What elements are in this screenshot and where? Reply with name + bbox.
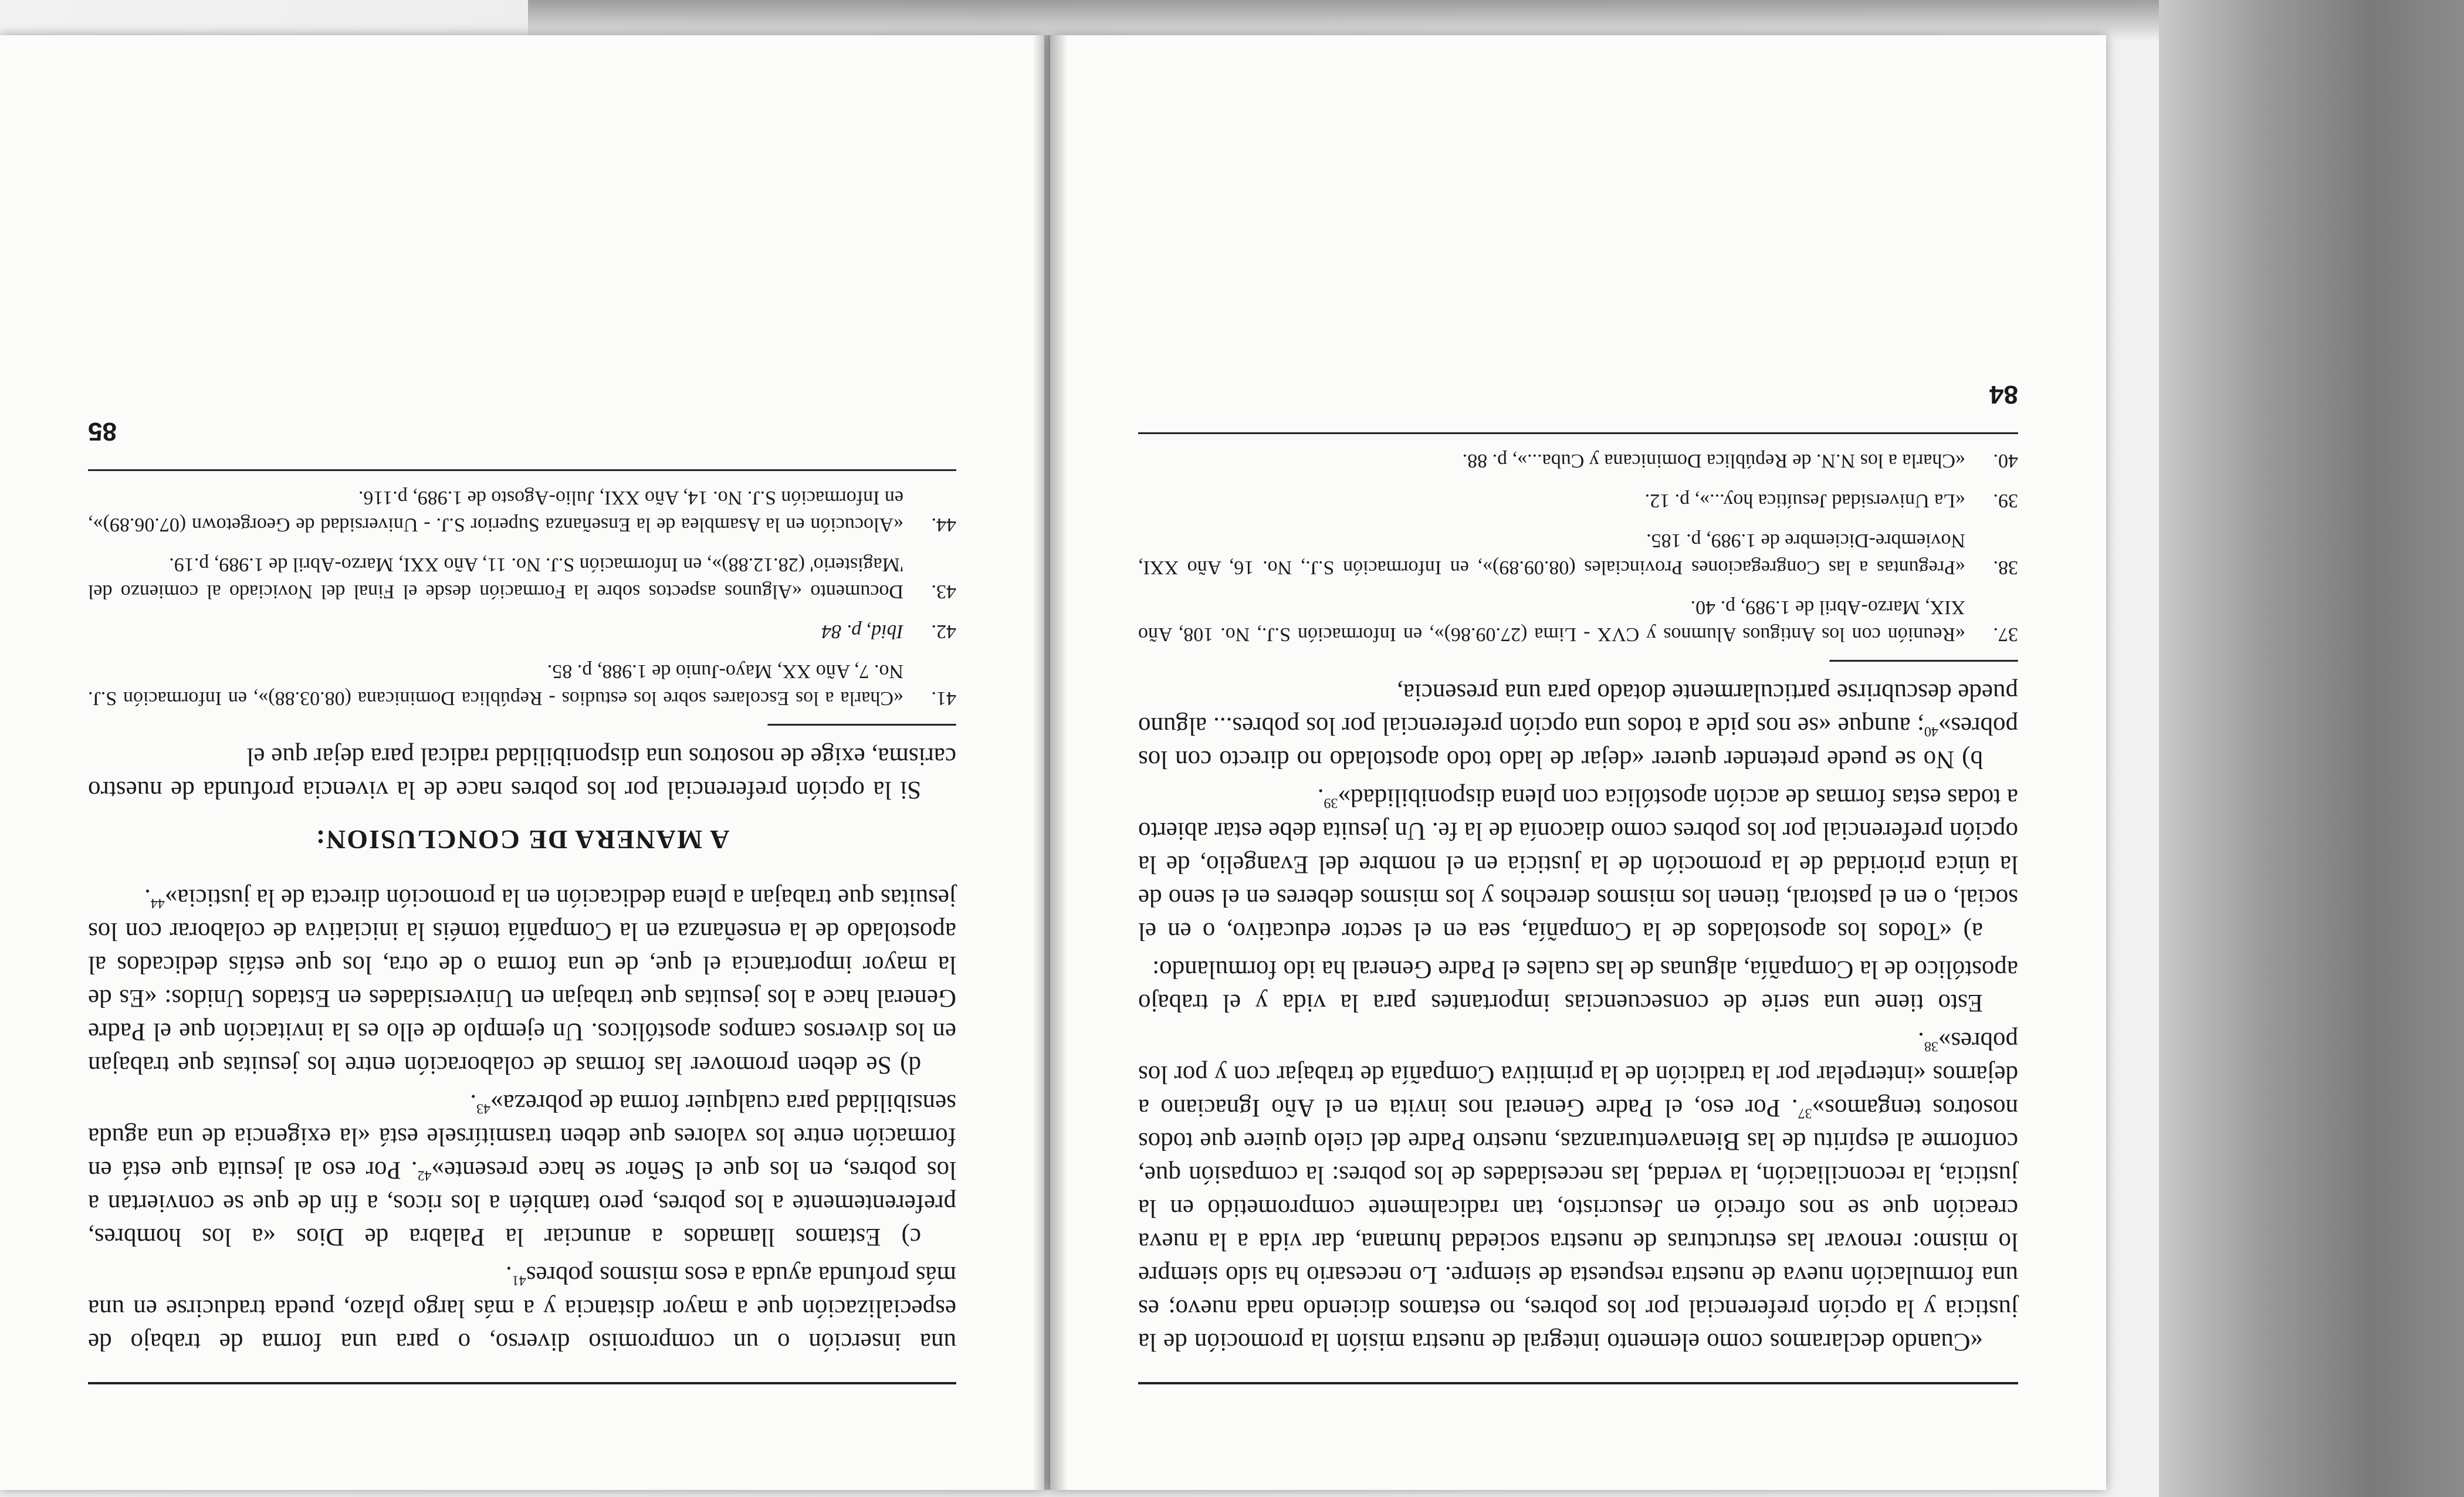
footer-rule: [88, 469, 956, 471]
footnote: 38. «Preguntas a las Congregaciones Provinciales (08.09.89)», en Información S.J., No. 16, Año XXI, Noviembre-Diciembre de 1.989, p. 185.: [1138, 530, 2018, 578]
footnote: 43. Documento «Algunos aspectos sobre la Formación desde el Final del Noviciado al comienzo del 'Magisterio' (28.12.88)», en Información S.J. No. 11, Año XXI, Marzo-Abril de 1.989, p.19.: [88, 554, 956, 602]
footnote-separator: [767, 723, 956, 726]
item-d-paragraph: d) Se deben promover las formas de colaboración entre los jesuitas que trabajan en los diversos campos apostólicos. Un ejemplo de ello es la invitación que el Padre General hace a los jesuitas que trabajan en Universidades en Estados Unidos: «Es de la mayor importancia el que, de una forma o de otra, los que estáis dedicados al apostolado de la enseñanza en la Compañía toméis la iniciativa de colaborar con los jesuitas que trabajan a plena dedicación en la promoción directa de la justicia»$^{44}$.: [88, 884, 956, 1079]
right-page: [1050, 35, 2106, 1490]
quote-paragraph: «Cuando declaramos como elemento integral de nuestra misión la promoción de la justicia y la opción preferencial por los pobres, no estamos diciendo nada nuevo; es una formulación nueva de nuestra respuesta de siempre. Lo necesario ha sido siempre lo mismo: renovar las estructuras de nuestra sociedad humana, dar vida a la nueva creación que se nos ofreció en Jesucristo, tan radicalmente comprometido en la justicia, la reconciliación, la verdad, las necesidades de los pobres: la compasión que, conforme al espíritu de las Bienaventuranzas, nuestro Padre del cielo quiere que todos nosotros tengamos»$^{37}$. Por eso, el Padre General nos invita en el Año Ignaciano a dejarnos «interpelar por la tradición de la primitiva Compañía de trabajar con y por los pobres»$^{38}$.: [1138, 1027, 2018, 1356]
footnote: 41. «Charla a los Escolares sobre los estudios - República Dominicana (08.03.88)», en Información S.J. No. 7, Año XX, Mayo-Junio de 1.988, p. 85.: [88, 661, 956, 709]
left-page: [0, 35, 1044, 1490]
left-footnotes: [88, 484, 956, 712]
footnote: 37. «Reunión con los Antiguos Alumnos y CVX - Lima (27.09.86)», en Información S.J., No. 108, Año XIX, Marzo-Abril de 1.989, p. 40.: [1138, 597, 2018, 645]
footnote: 44. «Alocución en la Asamblea de la Enseñanza Superior S.J. - Universidad de Georgetown (07.06.89)», en Información S.J. No. 14, Año XXI, Julio-Agosto de 1.989, p.116.: [88, 487, 956, 536]
conclusion-paragraph: Si la opción preferencial por los pobres nace de la vivencia profunda de nuestro carisma, exige de nosotros una disponibilidad radical para dejar que el: [88, 743, 956, 804]
header-rule: [1138, 1382, 2018, 1384]
item-a-paragraph: a) «Todos los apostolados de la Compañía, sea en el sector educativo, o en el social, o en el pastoral, tienen los mismos derechos y los mismos deberes en el seno de la única prioridad de la promoción de la justicia en el nombre del Evangelio, de la opción preferencial por los pobres como diaconía de la fe. Un jesuita debe estar abierto a todas estas formas de acción apostólica con plena disponibilidad»$^{39}$.: [1138, 784, 2018, 945]
book-gutter: [1033, 35, 1068, 1490]
footnote: 40. «Charla a los N.N. de República Dominicana y Cuba...», p. 88.: [1462, 450, 2018, 472]
intro-paragraph: Esto tiene una serie de consecuencias importantes para la vida y el trabajo apostólico de la Compañía, algunas de las cuales el Padre General ha ido formulando:: [1138, 956, 2018, 1017]
continuation-paragraph: una inserción o un compromiso diverso, o para una forma de trabajo de especialización que a mayor distancia y a más largo plazo, pueda traducirse en una más profunda ayuda a esos mismos pobres$^{41}$.: [88, 1261, 956, 1356]
footnote-separator: [1829, 659, 2018, 662]
page-number: 84: [1989, 380, 2018, 409]
section-title: A MANERA DE CONCLUSION:: [314, 825, 730, 855]
right-footnotes: [1138, 447, 2018, 648]
right-page-content: [1050, 35, 2106, 1490]
footer-rule: [1138, 432, 2018, 434]
left-page-content: [0, 35, 1044, 1490]
footnote: 39. «La Universidad Jesuítica hoy...», p. 12.: [1644, 490, 2018, 512]
header-rule: [88, 1382, 956, 1384]
item-b-paragraph: b) No se puede pretender querer «dejar de lado todo apostolado no directo con los pobres»$^{40}$; aunque «se nos pide a todos una opción preferencial por los pobres... alguno puede descubrirse particularmente dotado para una presencia,: [1138, 679, 2018, 773]
page-number: 85: [88, 417, 117, 446]
footnote: 42. Ibid, p. 84: [821, 621, 956, 642]
scanner-edge: [2159, 0, 2464, 1497]
item-c-paragraph: c) Estamos llamados a anunciar la Palabra de Dios «a los hombres, preferentemente a los pobres, pero también a los ricos, a fin de que se conviertan a los pobres, en los que el Señor se hace presente»$^{42}$. Por eso al jesuita que está en formación entre los valores que deben trasmitírsele está «la exigencia de una aguda sensibilidad para cualquier forma de pobreza»$^{43}$.: [88, 1089, 956, 1251]
